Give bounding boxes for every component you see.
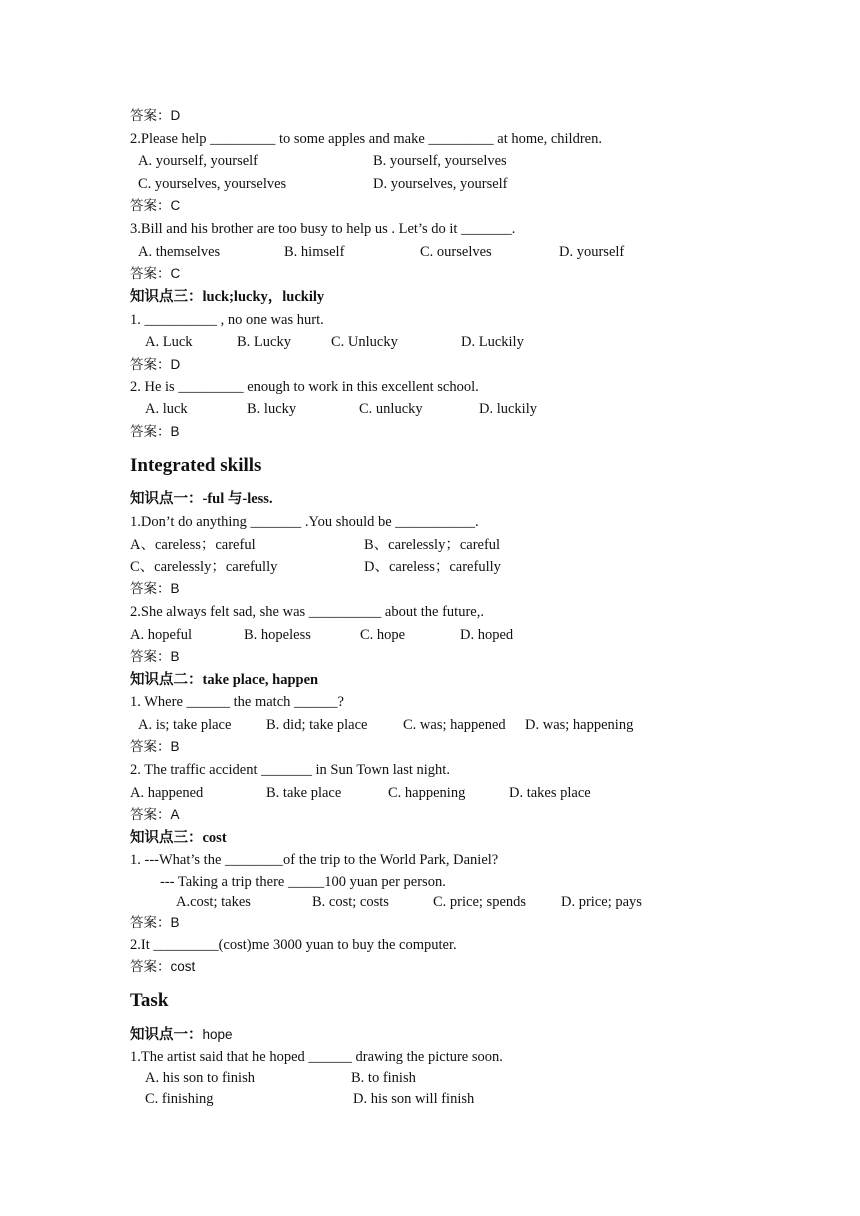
question-1-cost: 1. ---What’s the ________of the trip to the World Park, Daniel?: [130, 852, 499, 868]
knowledge-point-heading: 知识点三：cost: [130, 830, 227, 846]
question-2-hopeless: 2.She always felt sad, she was __________ about the future,.: [130, 604, 484, 620]
option-b: B. himself: [284, 244, 345, 260]
option-b: B、carelessly；careful: [364, 537, 501, 553]
knowledge-point-label: 知识点一：: [130, 1027, 203, 1043]
option-b: B. take place: [266, 785, 342, 801]
option-a: A、careless；careful: [130, 537, 256, 553]
section-heading-task: Task: [130, 990, 169, 1011]
option-b: B. lucky: [247, 401, 297, 417]
answer-line: 答案：B: [130, 424, 180, 439]
question-1-take-place: 1. Where ______ the match ______?: [130, 694, 344, 710]
option-a: A. his son to finish: [145, 1070, 255, 1086]
option-c: C. ourselves: [420, 244, 492, 260]
question-2-happened: 2. The traffic accident _______ in Sun Town last night.: [130, 762, 450, 778]
option-d: D. was; happening: [525, 717, 634, 733]
answer-line: 答案：C: [130, 198, 181, 213]
knowledge-point-heading: 知识点三：luck;lucky，luckily: [130, 289, 325, 305]
question-1-cost-reply: --- Taking a trip there _____100 yuan per person.: [160, 874, 446, 890]
question-3-themselves: 3.Bill and his brother are too busy to help us . Let’s do it _______.: [130, 221, 516, 237]
option-d: D. takes place: [509, 785, 591, 801]
question-1-luck: 1. __________ , no one was hurt.: [130, 312, 324, 328]
option-c: C. Unlucky: [331, 334, 398, 350]
answer-line: 答案：B: [130, 649, 180, 664]
option-a: A. is; take place: [138, 717, 232, 733]
option-c: C. yourselves, yourselves: [138, 176, 287, 192]
knowledge-point-heading: [130, 1026, 233, 1044]
option-d: D. Luckily: [461, 334, 524, 350]
option-d: D. price; pays: [561, 894, 642, 910]
option-d: D. yourself: [559, 244, 625, 260]
question-1-careful: 1.Don’t do anything _______ .You should be ___________.: [130, 514, 479, 530]
option-c: C. hope: [360, 627, 406, 643]
option-a: A. luck: [145, 401, 188, 417]
option-b: B. to finish: [351, 1070, 416, 1086]
question-2-lucky: 2. He is _________ enough to work in this excellent school.: [130, 379, 479, 395]
option-b: B. hopeless: [244, 627, 311, 643]
option-c: C、carelessly；carefully: [130, 559, 278, 575]
option-a: A. happened: [130, 785, 204, 801]
option-c: C. finishing: [145, 1091, 214, 1107]
option-d: D. yourselves, yourself: [373, 176, 508, 192]
option-b: B. yourself, yourselves: [373, 153, 507, 169]
option-a: A.cost; takes: [176, 894, 251, 910]
answer-line: 答案：D: [130, 357, 181, 372]
question-2-yourself: 2.Please help _________ to some apples and make _________ at home, children.: [130, 131, 602, 147]
answer-line: 答案：C: [130, 266, 181, 281]
option-a: A. hopeful: [130, 627, 193, 643]
answer-line: 答案：B: [130, 739, 180, 754]
option-c: C. happening: [388, 785, 466, 801]
answer-line: 答案：B: [130, 915, 180, 930]
answer-line: 答案：cost: [130, 959, 196, 974]
answer-line: 答案：B: [130, 581, 180, 596]
question-2-cost: 2.It _________(cost)me 3000 yuan to buy the computer.: [130, 937, 457, 953]
knowledge-point-topic: hope: [202, 1027, 233, 1042]
answer-line: 答案：D: [130, 108, 181, 123]
option-d: D、careless；carefully: [364, 559, 501, 575]
option-c: C. price; spends: [433, 894, 527, 910]
section-heading-integrated-skills: Integrated skills: [130, 455, 262, 476]
option-d: D. luckily: [479, 401, 537, 417]
option-c: C. was; happened: [403, 717, 506, 733]
option-a: A. Luck: [145, 334, 193, 350]
option-b: B. Lucky: [237, 334, 291, 350]
question-1-hope: 1.The artist said that he hoped ______ drawing the picture soon.: [130, 1049, 503, 1065]
option-b: B. cost; costs: [312, 894, 389, 910]
option-a: A. themselves: [138, 244, 221, 260]
knowledge-point-heading: 知识点一：-ful 与-less.: [130, 491, 273, 507]
option-c: C. unlucky: [359, 401, 423, 417]
option-a: A. yourself, yourself: [138, 153, 259, 169]
answer-line: 答案：A: [130, 807, 180, 822]
option-d: D. his son will finish: [353, 1091, 475, 1107]
option-d: D. hoped: [460, 627, 514, 643]
option-b: B. did; take place: [266, 717, 368, 733]
knowledge-point-heading: 知识点二：take place, happen: [130, 672, 319, 688]
